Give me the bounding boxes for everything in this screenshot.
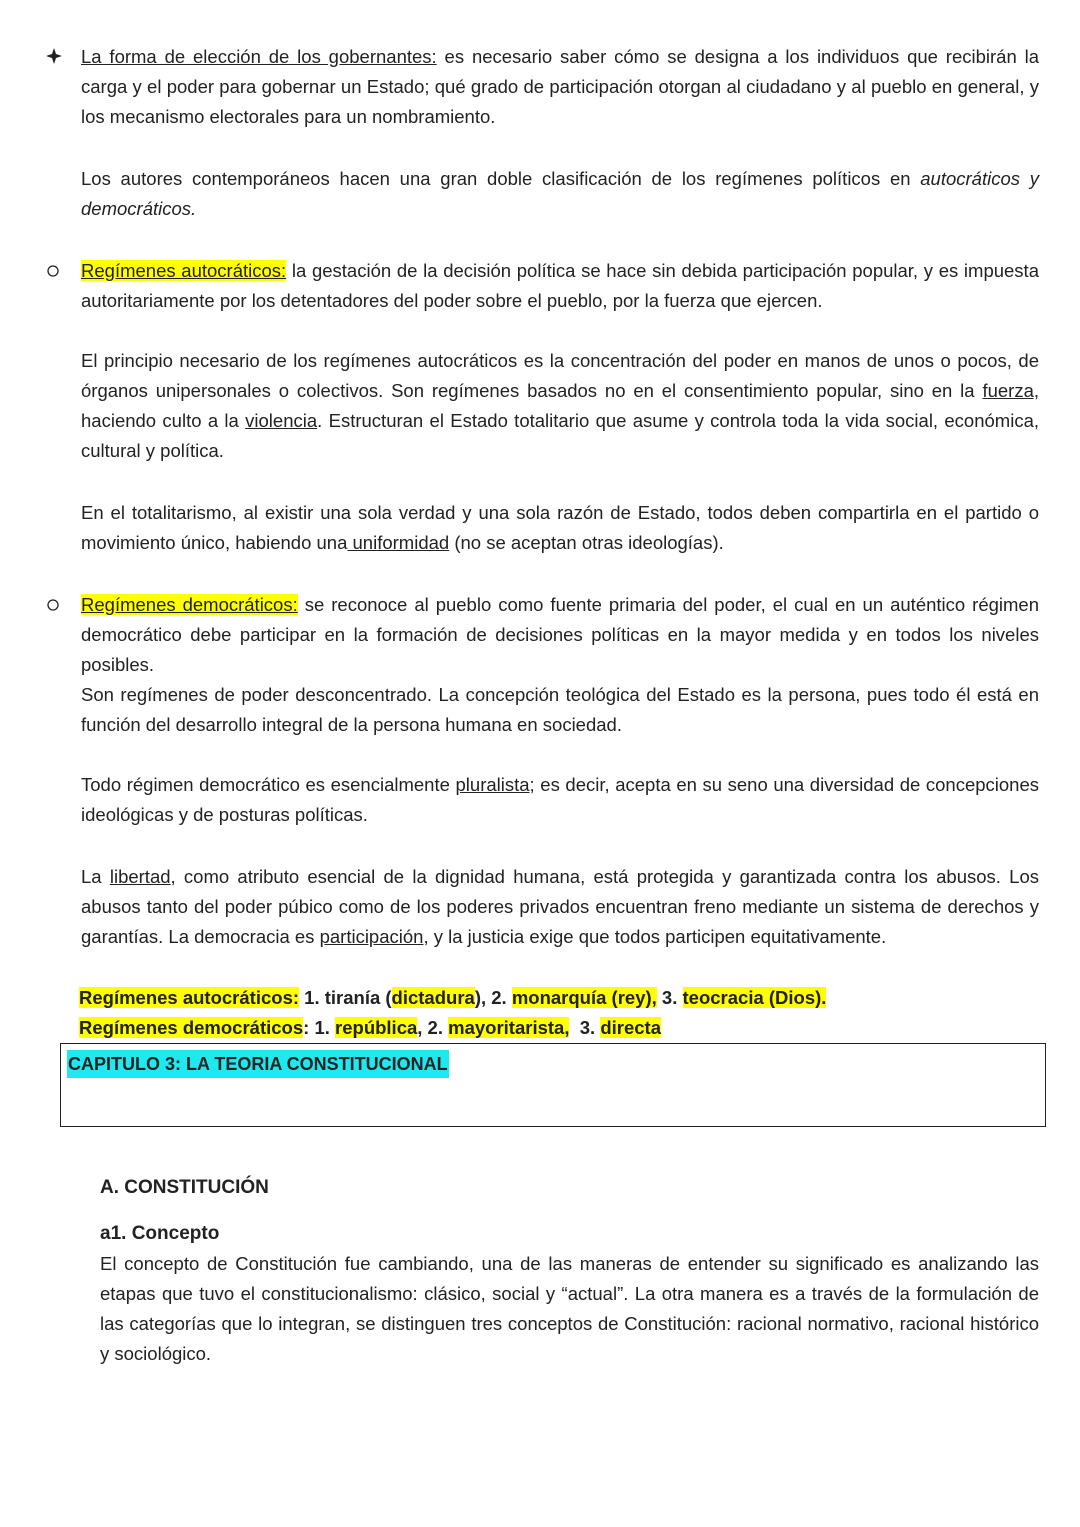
autocratic-p2-a: El principio necesario de los regímenes autocráticos es la concentración del poder en manos de unos o pocos, de órganos unipersonales o colectivos. Son regímenes basados no en el consentimiento popular, sino en la [81,350,1039,401]
democratic-text2: Son regímenes de poder desconcentrado. La concepción teológica del Estado es la persona, pues todo él está en función del desarrollo integral de la persona humana en sociedad. [81,684,1039,735]
liberty-b: , como atributo esencial de la dignidad humana, está protegida y garantizada contra los abusos. Los abusos tanto del poder púbico como de los poderes privados encuentran freno mediante un sistema de derechos y garantías. La democracia es [81,866,1040,947]
summary-teocracia: teocracia (Dios). [682,987,827,1008]
democratic-text: se reconoce al pueblo como fuente primaria del poder, el cual en un auténtico régimen democrático debe participar en la formación de decisiones políticas en la mayor medida y en todos los niveles posibles. [81,594,1039,675]
autocratic-paragraph [81,256,1039,316]
liberty-term: libertad [109,866,171,887]
autocratic-term: Regímenes autocráticos: [81,260,287,281]
chapter-box [60,1043,1046,1127]
uniformity-term: uniformidad [347,532,450,553]
election-text: es necesario saber cómo se designa a los individuos que recibirán la carga y el poder para gobernar un Estado; qué grado de participación otorgan al ciudadano y al pueblo en general, y los mecanismo electorales para un nombramiento. [81,46,1039,127]
concept-paragraph: El concepto de Constitución fue cambiando, una de las maneras de entender su significado es analizando las etapas que tuvo el constitucionalismo: clásico, social y “actual”. La otra manera es a través de la formulación de las categorías que lo integran, se distinguen tres conceptos de Constitución: racional normativo, racional histórico y sociológico. [100,1253,1039,1364]
pluralism-term: pluralista [455,774,530,795]
democratic-paragraph [81,590,1039,740]
liberty-a: La [81,866,110,887]
summary-dictadura: dictadura [391,987,475,1008]
autocratic-p2-b: haciendo culto a la [81,410,246,431]
subsection-heading: a1. Concepto [100,1223,220,1244]
force-term: fuerza, [982,380,1039,401]
violence-term: violencia [245,410,318,431]
summary-democratic [79,1013,1037,1043]
totalitarianism-paragraph [81,498,1039,558]
election-term: La forma de elección de los gobernantes: [81,46,437,67]
summary-demo-label: Regímenes democráticos [79,1017,304,1038]
four-pointed-star-icon [46,42,62,72]
totalitarianism-b: (no se aceptan otras ideologías). [449,532,724,553]
autocratic-text: la gestación de la decisión política se hace sin debida participación popular, y es impuesta autoritariamente por los detentadores del poder sobre el pueblo, por la fuerza que ejercen. [81,260,1039,311]
summary-autocratic [79,983,1037,1013]
summary-monarquia: monarquía (rey), [511,987,657,1008]
totalitarianism-a: En el totalitarismo, al existir una sola verdad y una sola razón de Estado, todos deben compartirla en el partido o movimiento único, habiendo una [81,502,1039,553]
classification-text: Los autores contemporáneos hacen una gran doble clasificación de los regímenes políticos en [81,168,921,189]
election-paragraph [81,42,1039,132]
democratic-term: Regímenes democráticos: [81,594,298,615]
summary-mayoritarista: mayoritarista, [448,1017,570,1038]
summary-directa: directa [600,1017,662,1038]
summary-demo-3a: 3. [569,1017,601,1038]
liberty-c: , y la justicia exige que todos participen equitativamente. [423,926,887,947]
circle-bullet-icon [46,590,60,620]
summary-demo-1a: : 1. [303,1017,336,1038]
autocratic-principle-paragraph [81,346,1039,466]
participation-term: participación [319,926,424,947]
section-heading: A. CONSTITUCIÓN [100,1177,269,1198]
summary-auto-1c: ), 2. [474,987,512,1008]
classification-paragraph [81,164,1039,224]
pluralism-b: ; es decir, acepta en su seno una diversidad de concepciones ideológicas y de posturas políticas. [81,774,1040,825]
summary-auto-label: Regímenes autocráticos: [79,987,300,1008]
circle-bullet-icon [46,256,60,286]
chapter-title: CAPITULO 3: LA TEORIA CONSTITUCIONAL [67,1050,449,1078]
summary-auto-1a: 1. tiranía ( [299,987,392,1008]
liberty-paragraph [81,862,1039,952]
summary-auto-3a: 3. [656,987,683,1008]
summary-demo-2a: , 2. [417,1017,449,1038]
pluralism-a: Todo régimen democrático es esencialmente [81,774,456,795]
summary-republica: república [335,1017,418,1038]
classification-italic: autocráticos y democráticos. [81,168,1039,219]
pluralism-paragraph [81,770,1039,830]
autocratic-p2-c: . Estructuran el Estado totalitario que asume y controla toda la vida social, económica, cultural y política. [81,410,1039,461]
